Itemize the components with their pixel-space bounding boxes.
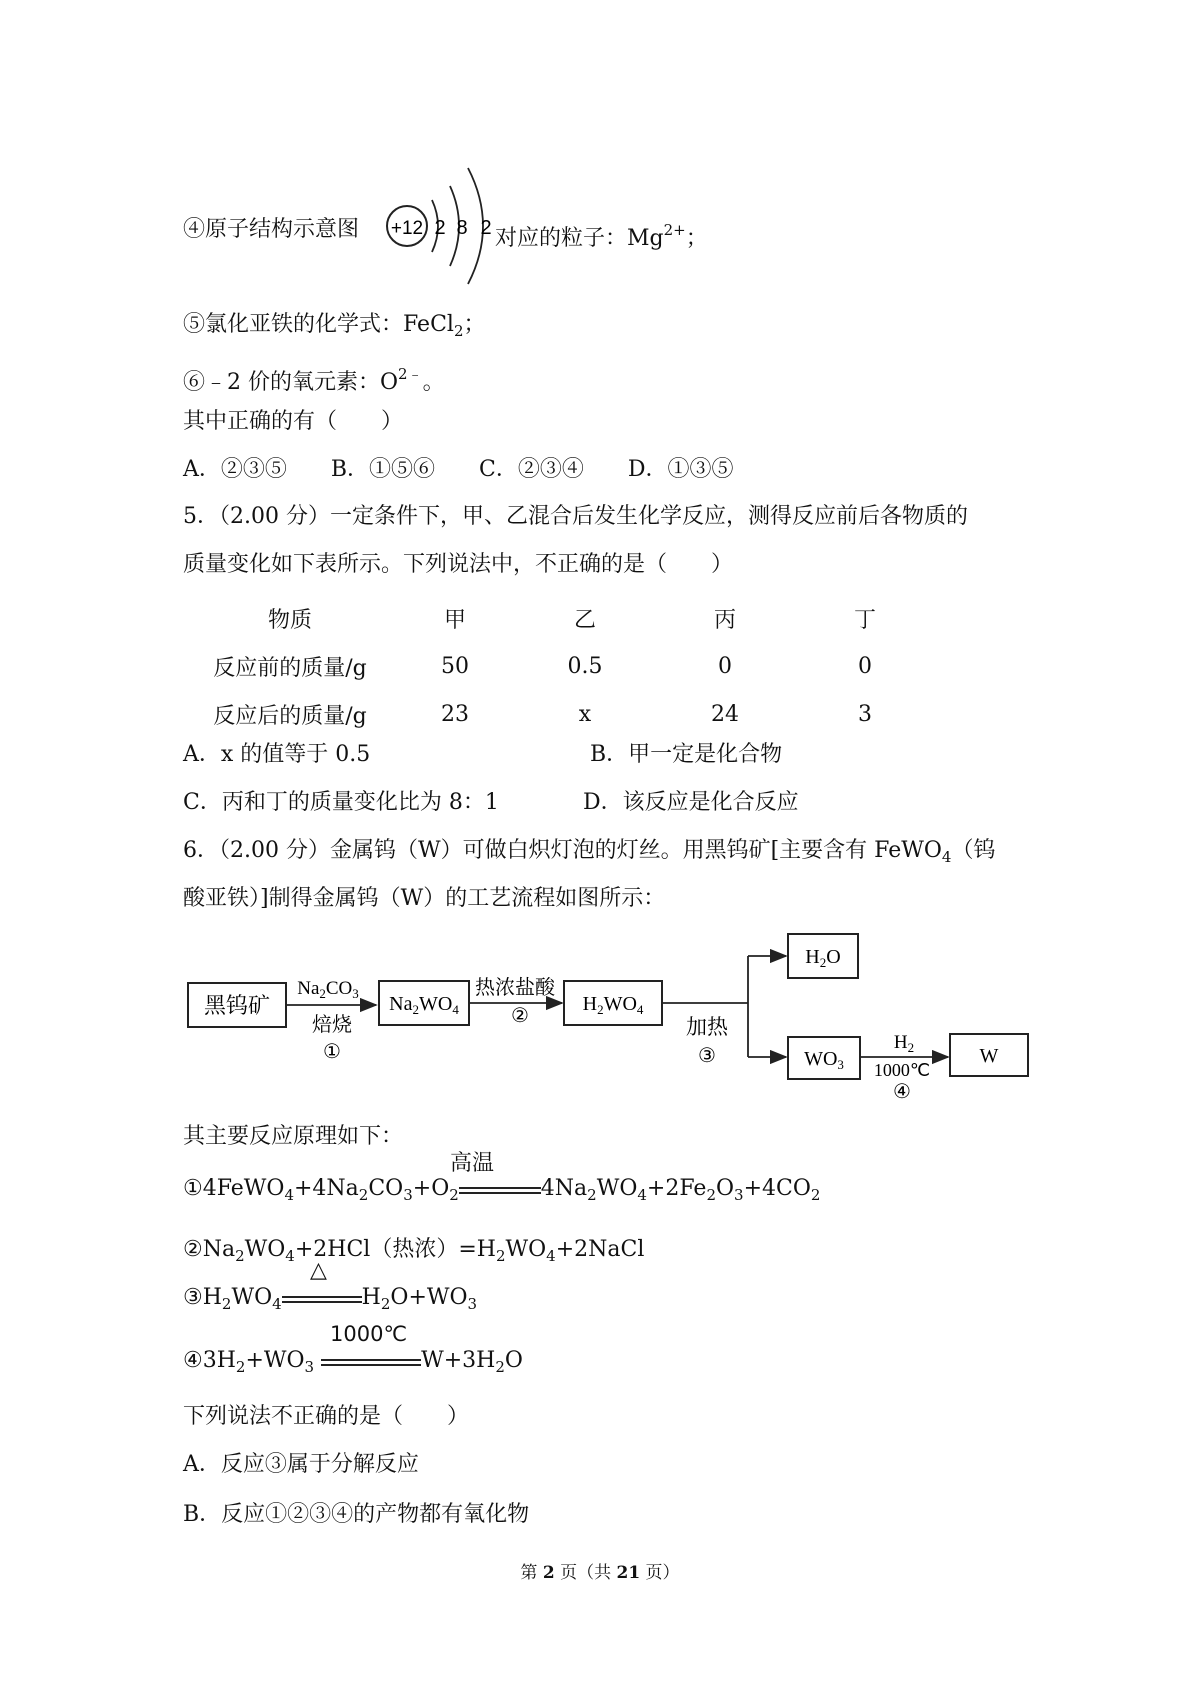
item4-line [183, 215, 359, 245]
item4-tail [495, 215, 708, 254]
q6-stem-line1 [183, 836, 995, 872]
mass-table [190, 594, 930, 738]
q6-stem-text2: （钨 [951, 838, 996, 863]
table-cell: 0 [718, 653, 732, 679]
table-cell: 0.5 [567, 653, 603, 679]
table-cell: 3 [858, 701, 872, 727]
table-row [190, 690, 930, 738]
q6-stem-sub: 4 [941, 848, 952, 866]
q5-option-c: C．丙和丁的质量变化比为 8：1 [183, 790, 499, 815]
table-cell: 反应后的质量/g [213, 703, 367, 729]
item4-particle: 对应的粒子：Mg [495, 226, 664, 251]
footer-page-number: 2 [542, 1563, 555, 1583]
item4-end: ； [685, 226, 708, 251]
q5-stem-line2: 质量变化如下表所示。下列说法中，不正确的是（ ） [183, 552, 734, 577]
atom-shell2: 8 [456, 217, 468, 239]
page-footer [0, 1558, 1200, 1583]
table-cell: x [578, 701, 592, 727]
eq4-condition: 1000℃ [330, 1322, 408, 1346]
q5-stem-line1: 5．（2.00 分）一定条件下，甲、乙混合后发生化学反应，测得反应前后各物质的 [183, 504, 968, 529]
table-header-row [190, 594, 930, 642]
q4-options: A．②③⑤ B．①⑤⑥ C．②③④ D．①③⑤ [183, 457, 734, 482]
table-header-cell: 丙 [713, 607, 736, 633]
table-cell: 23 [441, 701, 469, 727]
flow-heat-label: 加热 [686, 1015, 728, 1039]
atom-nucleus: +12 [390, 218, 424, 239]
footer-text: 第 [520, 1563, 543, 1583]
flow-arrow2-number: ② [511, 1005, 529, 1027]
q6-option-a: A．反应③属于分解反应 [183, 1452, 419, 1477]
atom-shell1: 2 [434, 217, 446, 239]
table-header-cell: 物质 [267, 607, 312, 633]
q4-question: 其中正确的有（ ） [183, 409, 404, 434]
flow-arrow2-reagent: 热浓盐酸 [475, 977, 555, 999]
footer-text: 页） [640, 1563, 680, 1583]
table-header-cell: 丁 [853, 607, 876, 633]
table-cell: 0 [858, 653, 872, 679]
item5-end: ； [463, 312, 486, 337]
flow-box-na2wo4-label: $Na_2WO_4$ [389, 993, 459, 1017]
item6-sup: 2﹣ [398, 365, 423, 383]
footer-text: 页（共 [554, 1563, 617, 1583]
flow-arrow1-condition: 焙烧 [312, 1014, 352, 1036]
footer-total-pages: 21 [616, 1563, 641, 1583]
q6-question: 下列说法不正确的是（ ） [183, 1404, 470, 1429]
q6-option-b: B．反应①②③④的产物都有氧化物 [183, 1502, 530, 1527]
equation-4: $④3H_2+WO_3$ $W+3H_2O$ [183, 1348, 523, 1376]
table-cell: 50 [441, 653, 469, 679]
table-header-cell: 甲 [443, 607, 466, 633]
flow-box-h2o-label: $H_2O$ [805, 946, 841, 970]
flow-box-w-label: W [979, 1045, 999, 1067]
flow-arrow4-reagent: $H_2$ [893, 1032, 915, 1055]
item6-end: 。 [422, 370, 445, 395]
equation-1: $①4FeWO_4+4Na_2CO_3+O_2$ $4Na_2WO_4+2Fe_2O_3+4CO_2$ [183, 1176, 821, 1204]
process-flow-diagram [180, 920, 1040, 1100]
item4-charge: 2+ [663, 221, 686, 239]
equation-2: $②Na_2WO_4+2HCl$（热浓）$=H_2WO_4+2NaCl$ [183, 1237, 645, 1265]
q6-stem-text: 6．（2.00 分）金属钨（W）可做白炽灯泡的灯丝。用黑钨矿[主要含有 FeWO [183, 838, 942, 863]
q5-option-d: D．该反应是化合反应 [583, 790, 799, 815]
eq3-condition: △ [310, 1258, 327, 1283]
eq1-condition: 高温 [450, 1151, 495, 1176]
table-row [190, 642, 930, 690]
table-cell: 反应前的质量/g [213, 655, 367, 681]
flow-arrow1-reagent: $Na_2CO_3$ [297, 978, 359, 1001]
flow-arrow4-condition: 1000℃ [873, 1060, 931, 1080]
item5-line [183, 310, 486, 346]
item6-line [183, 359, 445, 398]
q6-stem-line2: 酸亚铁）]制得金属钨（W）的工艺流程如图所示： [183, 886, 666, 911]
atom-shell3: 2 [480, 217, 492, 239]
table-header-cell: 乙 [573, 607, 596, 633]
flow-box-ore-label: 黑钨矿 [203, 993, 271, 1018]
item5-sub: 2 [453, 322, 464, 340]
item6-text: ⑥﹣2 价的氧元素：O [183, 370, 399, 395]
q6-principle: 其主要反应原理如下： [183, 1124, 404, 1149]
table-cell: 24 [711, 701, 739, 727]
flow-arrow4-number: ④ [893, 1081, 911, 1100]
equation-3: $③H_2WO_4$ $H_2O+WO_3$ [183, 1285, 478, 1313]
flow-box-wo3-label: $WO_3$ [804, 1048, 844, 1072]
flow-box-h2wo4-label: $H_2WO_4$ [582, 993, 644, 1017]
item5-text: ⑤氯化亚铁的化学式：FeCl [183, 312, 454, 337]
flow-arrow1-number: ① [323, 1041, 341, 1063]
q5-option-a: A．x 的值等于 0.5 [183, 742, 371, 767]
flow-heat-number: ③ [698, 1045, 716, 1067]
item4-prefix: ④原子结构示意图 [183, 217, 360, 242]
q5-option-b: B．甲一定是化合物 [590, 742, 783, 767]
